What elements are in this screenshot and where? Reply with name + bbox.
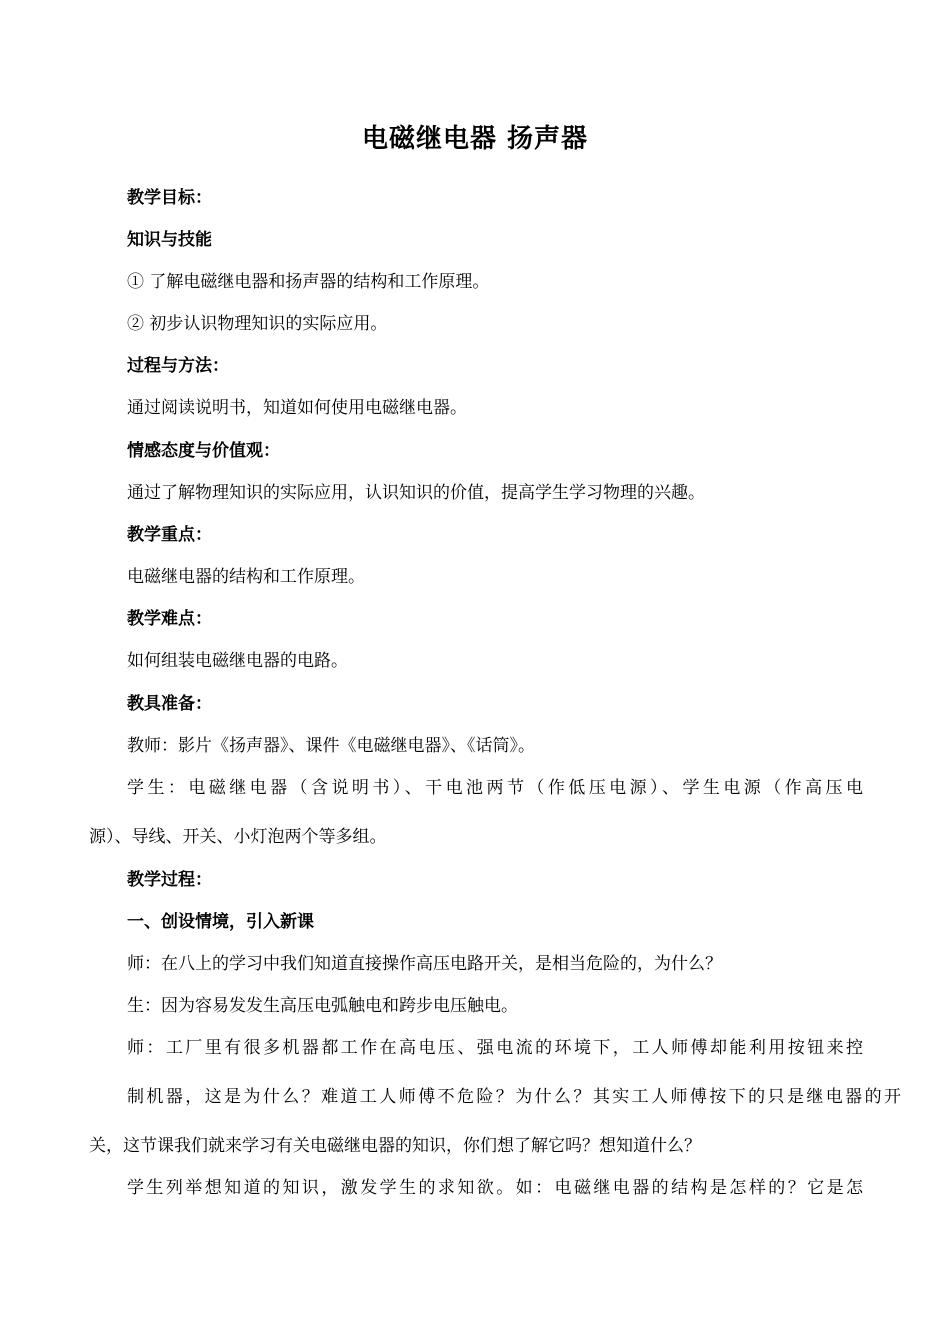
paragraph-line: ① 了解电磁继电器和扬声器的结构和工作原理。	[127, 272, 490, 292]
heading-difficult-points: 教学难点：	[127, 609, 212, 629]
paragraph-line: 学生：电磁继电器（含说明书）、干电池两节（作低压电源）、学生电源（作高压电	[127, 778, 863, 798]
paragraph-line: 通过了解物理知识的实际应用，认识知识的价值，提高学生学习物理的兴趣。	[127, 483, 705, 503]
paragraph-line: 如何组装电磁继电器的电路。	[127, 651, 348, 671]
paragraph-line: 源）、导线、开关、小灯泡两个等多组。	[89, 827, 387, 847]
heading-teaching-aids: 教具准备：	[127, 694, 212, 714]
document-title: 电磁继电器 扬声器	[361, 124, 589, 154]
heading-teaching-process: 教学过程：	[127, 870, 212, 890]
heading-attitudes-values: 情感态度与价值观：	[127, 441, 280, 461]
paragraph-line: 通过阅读说明书，知道如何使用电磁继电器。	[127, 398, 467, 418]
paragraph-line: 学生列举想知道的知识，激发学生的求知欲。如：电磁继电器的结构是怎样的？它是怎	[127, 1178, 863, 1198]
paragraph-line: 关，这节课我们就来学习有关电磁继电器的知识，你们想了解它吗？想知道什么？	[89, 1136, 701, 1156]
heading-key-points: 教学重点：	[127, 525, 212, 545]
paragraph-line: 生：因为容易发发生高压电弧触电和跨步电压触电。	[127, 996, 518, 1016]
paragraph-line: 师：在八上的学习中我们知道直接操作高压电路开关，是相当危险的，为什么？	[127, 954, 722, 974]
heading-section-one: 一、创设情境，引入新课	[127, 912, 314, 932]
paragraph-line: 制机器，这是为什么？难道工人师傅不危险？为什么？其实工人师傅按下的只是继电器的开	[127, 1087, 901, 1107]
paragraph-line: 师：工厂里有很多机器都工作在高电压、强电流的环境下，工人师傅却能利用按钮来控	[127, 1038, 863, 1058]
heading-knowledge-skills: 知识与技能	[127, 230, 212, 250]
heading-process-methods: 过程与方法：	[127, 356, 229, 376]
paragraph-line: ② 初步认识物理知识的实际应用。	[127, 314, 388, 334]
heading-teaching-objectives: 教学目标：	[127, 188, 212, 208]
paragraph-line: 教师：影片《扬声器》、课件《电磁继电器》、《话筒》。	[127, 736, 535, 756]
paragraph-line: 电磁继电器的结构和工作原理。	[127, 567, 365, 587]
